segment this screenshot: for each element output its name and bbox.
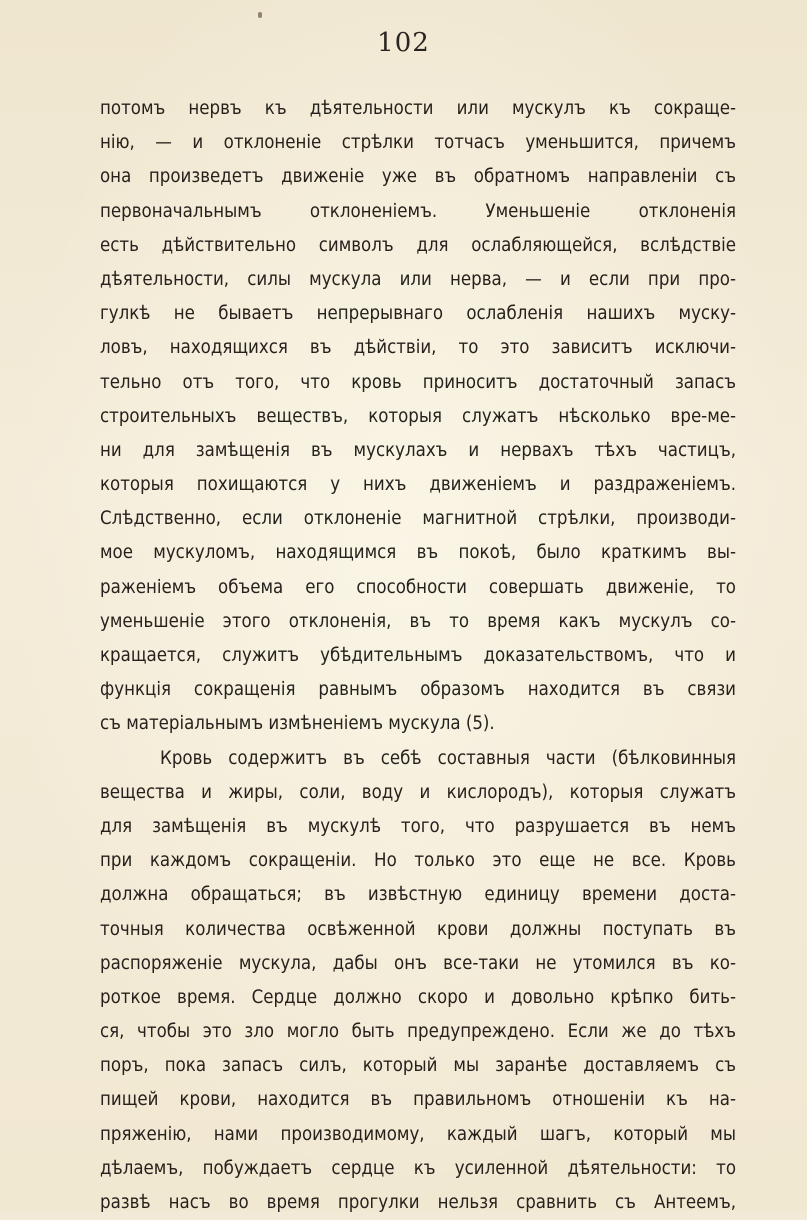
text-line: функція сокращенія равнымъ образомъ находится въ связи (100, 679, 736, 701)
text-line: при каждомъ сокращеніи. Но только это еще не все. Кровь (100, 850, 736, 872)
text-line: поръ, пока запасъ силъ, который мы заранѣе доставляемъ съ (100, 1055, 736, 1077)
text-line: развѣ насъ во время прогулки нельзя сравнить съ Антеемъ, (100, 1192, 736, 1213)
text-line: она произведетъ движеніе уже въ обратномъ направленіи съ (100, 166, 736, 188)
body-text (100, 92, 736, 1220)
text-line: гулкѣ не бываетъ непрерывнаго ослабленія нашихъ муску- (100, 303, 736, 325)
text-line: пищей крови, находится въ правильномъ отношеніи къ на- (100, 1089, 736, 1111)
text-line: точныя количества освѣженной крови должны поступать въ (100, 918, 736, 940)
ink-mark (258, 12, 262, 18)
text-line: которыя похищаются у нихъ движеніемъ и раздраженіемъ. (100, 474, 736, 496)
text-line: уменьшеніе этого отклоненія, въ то время какъ мускулъ со- (100, 610, 736, 632)
text-line: ловъ, находящихся въ дѣйствіи, то это зависитъ исключи- (100, 337, 736, 359)
text-line: пряженію, нами производимому, каждый шагъ, который мы (100, 1123, 736, 1145)
text-line: дѣятельности, силы мускула или нерва, — и если при про- (100, 268, 736, 290)
text-line: строительныхъ веществъ, которыя служатъ нѣсколько вре-ме- (100, 405, 736, 427)
text-line: потомъ нервъ къ дѣятельности или мускулъ къ сокраще- (100, 98, 736, 119)
text-line: ся, чтобы это зло могло быть предупреждено. Если же до тѣхъ (100, 1021, 736, 1043)
text-line: кращается, служитъ убѣдительнымъ доказательствомъ, что и (100, 645, 736, 666)
text-line: вещества и жиры, соли, воду и кислородъ), которыя служатъ (100, 781, 736, 803)
text-line: дѣлаемъ, побуждаетъ сердце къ усиленной дѣятельности: то (100, 1157, 736, 1179)
text-line: первоначальнымъ отклоненіемъ. Уменьшеніе отклоненія (100, 200, 736, 222)
text-line-paragraph-end: съ матеріальнымъ измѣненіемъ мускула (5). (100, 713, 495, 735)
page-number: 102 (377, 28, 430, 58)
text-line: распоряженіе мускула, дабы онъ все-таки не утомился въ ко- (100, 952, 736, 974)
text-line: Слѣдственно, если отклоненіе магнитной стрѣлки, производи- (100, 508, 736, 530)
text-line: роткое время. Сердце должно скоро и довольно крѣпко бить- (100, 986, 736, 1008)
text-line-paragraph-start: Кровь содержитъ въ себѣ составныя части (бѣлковинныя (160, 747, 736, 769)
text-line: раженіемъ объема его способности совершать движеніе, то (100, 576, 736, 598)
text-line: мое мускуломъ, находящимся въ покоѣ, было краткимъ вы- (100, 542, 736, 564)
text-line: ни для замѣщенія въ мускулахъ и нервахъ тѣхъ частицъ, (100, 439, 736, 461)
text-line: нію, — и отклоненіе стрѣлки тотчасъ уменьшится, причемъ (100, 132, 736, 154)
text-line: для замѣщенія въ мускулѣ того, что разрушается въ немъ (100, 815, 736, 837)
text-line: есть дѣйствительно символъ для ослабляющейся, вслѣдствіе (100, 234, 736, 256)
text-line: должна обращаться; въ извѣстную единицу времени доста- (100, 884, 736, 906)
text-line: тельно отъ того, что кровь приноситъ достаточный запасъ (100, 371, 736, 393)
